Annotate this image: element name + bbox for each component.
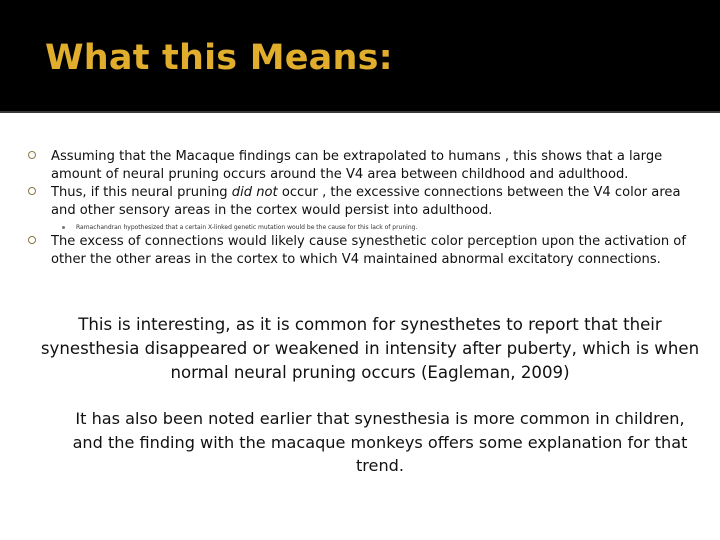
- bullet-circle-icon: [28, 187, 36, 195]
- sub-bullet-dot-icon: [62, 226, 65, 229]
- bullet-text-post: occur , the excessive connections between the V4 color area and other sensory areas in the cortex would persist into adulthood.: [51, 185, 681, 218]
- bullet-text-emphasis: did not: [231, 185, 278, 200]
- bullet-circle-icon: [28, 151, 36, 159]
- slide-title: What this Means:: [45, 38, 393, 78]
- bullet-text: The excess of connections would likely cause synesthetic color perception upon the activation of other the other areas in the cortex to which V4 maintained abnormal excitatory connections.: [51, 234, 686, 267]
- title-bar: [0, 0, 720, 113]
- sub-bullet-text: Ramachandran hypothesized that a certain X-linked genetic mutation would be the cause for this lack of pruning.: [76, 224, 418, 231]
- paragraph-puberty: This is interesting, as it is common for synesthetes to report that their synesthesia disappeared or weakened in intensity after puberty, which is when normal neural pruning occurs (Eagleman, 2009): [40, 315, 700, 382]
- bullet-circle-icon: [28, 236, 36, 244]
- bullet-text-pre: Thus, if this neural pruning: [51, 185, 232, 200]
- bullet-text: Assuming that the Macaque findings can be extrapolated to humans , this shows that a large amount of neural pruning occurs around the V4 area between childhood and adulthood.: [51, 149, 663, 182]
- bullet-text: [51, 184, 701, 219]
- title-divider: [0, 111, 720, 113]
- paragraph-children: It has also been noted earlier that synesthesia is more common in children, and the finding with the macaque monkeys offers some explanation for that trend.: [72, 409, 688, 475]
